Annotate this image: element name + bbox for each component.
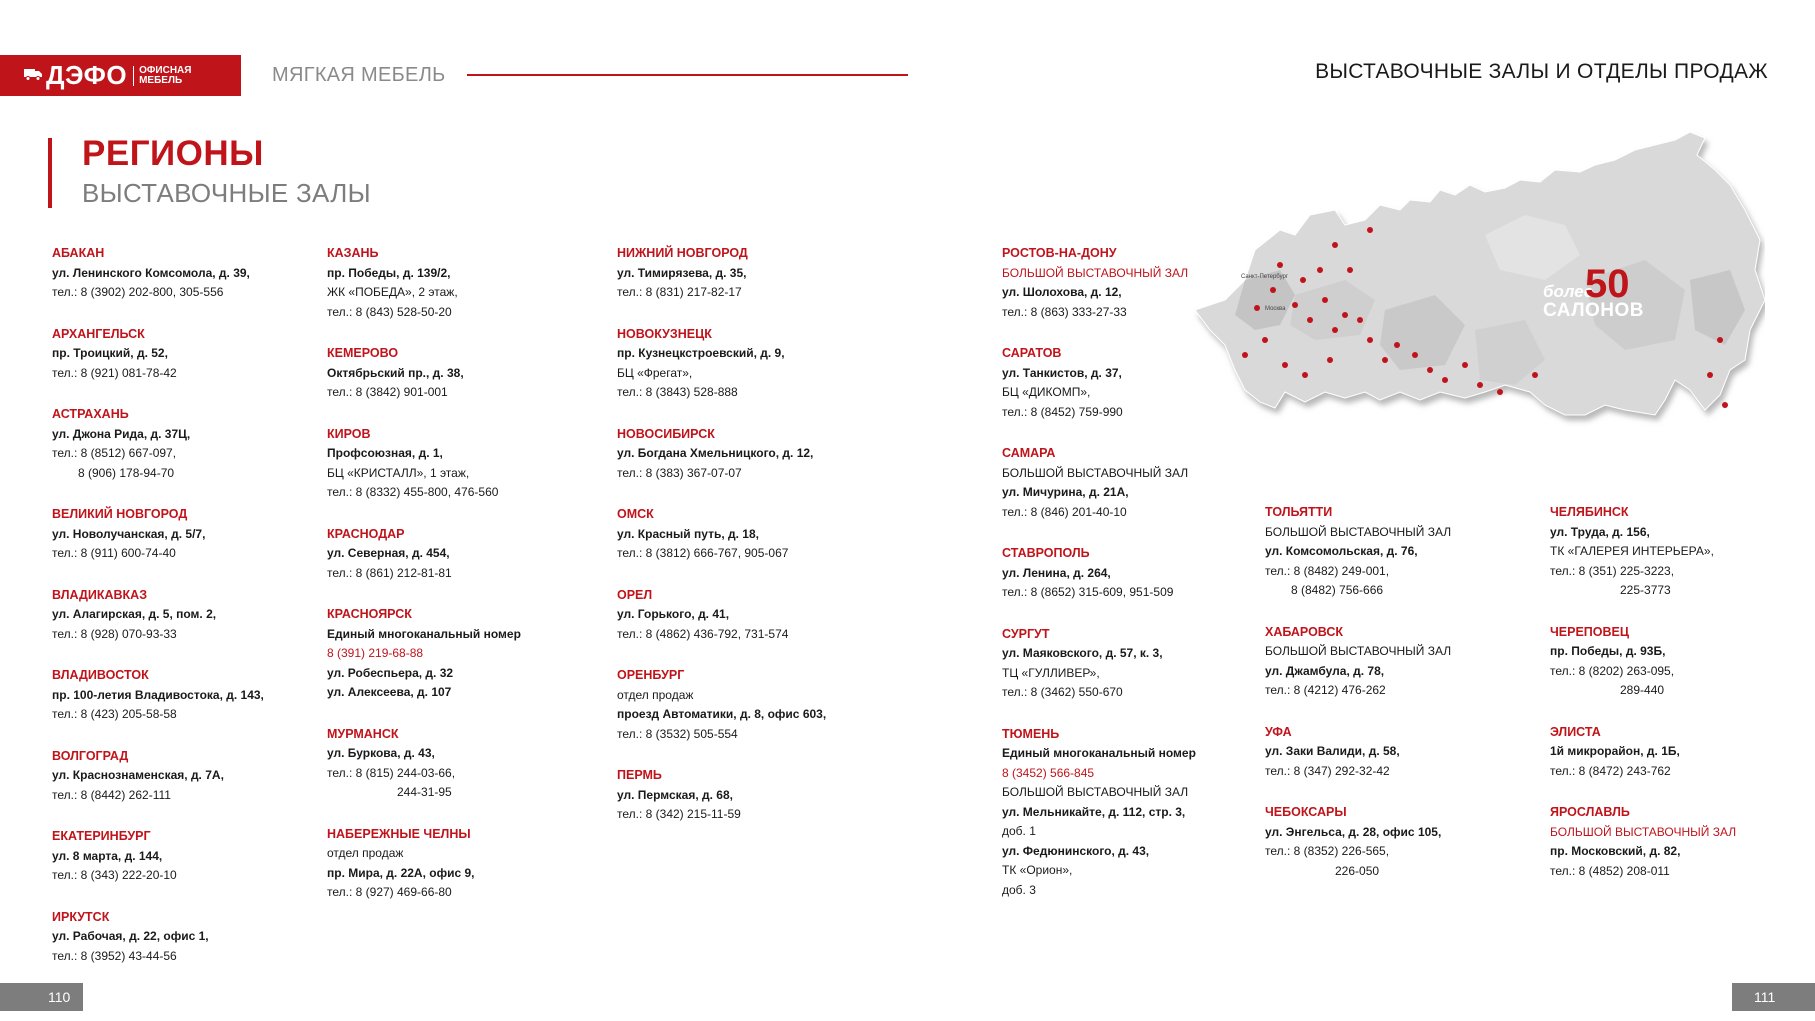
- city-name: СУРГУТ: [1002, 626, 1050, 641]
- map-label-moscow: Москва: [1265, 306, 1286, 312]
- highlight-line: 8 (3452) 566-845: [1002, 765, 1095, 780]
- info-line: тел.: 8 (8352) 226-565,: [1265, 844, 1390, 858]
- section-name: МЯГКАЯ МЕБЕЛЬ: [272, 64, 446, 86]
- info-line: 289-440: [1620, 683, 1665, 697]
- address-line: ул. Ленинского Комсомола, д. 39,: [52, 265, 250, 280]
- address-line: ул. Мичурина, д. 21А,: [1002, 485, 1129, 499]
- city-name: КИРОВ: [327, 426, 371, 441]
- city-entry: [1002, 725, 1302, 901]
- info-line: БОЛЬШОЙ ВЫСТАВОЧНЫЙ ЗАЛ: [1265, 644, 1452, 658]
- city-entry: [1265, 623, 1565, 701]
- city-entry: [327, 425, 627, 503]
- city-entry: [1265, 803, 1565, 881]
- logo-subtext: [133, 66, 191, 86]
- truck-icon: [24, 67, 42, 81]
- info-line: тел.: 8 (921) 081-78-42: [52, 365, 177, 380]
- city-name: ПЕРМЬ: [617, 768, 662, 782]
- city-entry: [617, 766, 917, 825]
- info-line: ЖК «ПОБЕДА», 2 этаж,: [327, 285, 458, 299]
- info-line: тел.: 8 (4212) 476-262: [1265, 683, 1386, 697]
- info-line: тел.: 8 (351) 225-3223,: [1550, 563, 1675, 578]
- city-entry: [52, 666, 352, 725]
- page-subtitle: ВЫСТАВОЧНЫЕ ЗАЛЫ: [82, 178, 371, 208]
- info-line: тел.: 8 (928) 070-93-33: [52, 626, 177, 641]
- highlight-line: БОЛЬШОЙ ВЫСТАВОЧНЫЙ ЗАЛ: [1550, 824, 1737, 839]
- address-line: ул. Федюнинского, д. 43,: [1002, 843, 1150, 858]
- city-column-6: [1550, 503, 1815, 903]
- city-name: ОРЕНБУРГ: [617, 668, 685, 682]
- city-name: НОВОСИБИРСК: [617, 426, 715, 441]
- city-name: ЧЕБОКСАРЫ: [1265, 805, 1347, 819]
- info-line: тел.: 8 (3532) 505-554: [617, 726, 738, 741]
- info-line: тел.: 8 (8652) 315-609, 951-509: [1002, 585, 1174, 599]
- info-line: тел.: 8 (3902) 202-800, 305-556: [52, 285, 224, 299]
- address-line: ул. 8 марта, д. 144,: [52, 848, 163, 863]
- city-entry: [1002, 544, 1302, 603]
- city-name: ОМСК: [617, 507, 654, 521]
- address-line: Октябрьский пр., д. 38,: [327, 365, 464, 380]
- info-line: тел.: 8 (831) 217-82-17: [617, 285, 742, 299]
- city-entry: [1550, 503, 1815, 601]
- city-entry: [617, 505, 917, 564]
- city-entry: [327, 825, 627, 903]
- info-line: тел.: 8 (8332) 455-800, 476-560: [327, 485, 499, 499]
- city-name: АСТРАХАНЬ: [52, 407, 129, 421]
- city-name: НОВОКУЗНЕЦК: [617, 326, 712, 341]
- address-line: ул. Пермская, д. 68,: [617, 787, 733, 802]
- info-line: БОЛЬШОЙ ВЫСТАВОЧНЫЙ ЗАЛ: [1002, 465, 1189, 480]
- address-line: ул. Буркова, д. 43,: [327, 746, 435, 760]
- page-number-left: 110: [0, 983, 83, 1011]
- address-line: 1й микрорайон, д. 1Б,: [1550, 744, 1680, 758]
- info-line: тел.: 8 (3462) 550-670: [1002, 685, 1123, 699]
- badge-number: 50: [1585, 262, 1630, 306]
- info-line: 226-050: [1335, 863, 1380, 878]
- brand-logo: [0, 55, 241, 96]
- info-line: отдел продаж: [327, 846, 404, 860]
- info-line: 8 (8482) 756-666: [1291, 583, 1384, 597]
- address-line: ул. Шолохова, д. 12,: [1002, 285, 1122, 299]
- header-divider: [467, 74, 908, 76]
- city-name: САМАРА: [1002, 446, 1056, 460]
- address-line: ул. Робеспьера, д. 32: [327, 665, 454, 680]
- info-line: ТК «ГАЛЕРЕЯ ИНТЕРЬЕРА»,: [1550, 544, 1714, 558]
- address-line: ул. Энгельса, д. 28, офис 105,: [1265, 824, 1442, 839]
- city-entry: [327, 605, 627, 703]
- info-line: доб. 3: [1002, 882, 1036, 897]
- city-entry: [1550, 623, 1815, 701]
- city-name: КРАСНОДАР: [327, 526, 405, 541]
- info-line: тел.: 8 (846) 201-40-10: [1002, 504, 1127, 519]
- info-line: тел.: 8 (8442) 262-111: [52, 787, 171, 802]
- info-line: тел.: 8 (343) 222-20-10: [52, 868, 177, 882]
- city-entry: [1550, 803, 1815, 881]
- city-name: ВЕЛИКИЙ НОВГОРОД: [52, 507, 188, 521]
- info-line: БОЛЬШОЙ ВЫСТАВОЧНЫЙ ЗАЛ: [1265, 524, 1452, 539]
- city-entry: [1002, 625, 1302, 703]
- address-line: ул. Красный путь, д. 18,: [617, 526, 759, 541]
- city-name: НИЖНИЙ НОВГОРОД: [617, 246, 748, 260]
- city-entry: [327, 344, 627, 403]
- info-line: 225-3773: [1620, 583, 1671, 597]
- city-name: УФА: [1265, 724, 1292, 739]
- address-line: пр. 100-летия Владивостока, д. 143,: [52, 687, 264, 702]
- badge-prefix: более: [1543, 282, 1594, 301]
- page-heading: ВЫСТАВОЧНЫЕ ЗАЛЫ И ОТДЕЛЫ ПРОДАЖ: [1315, 60, 1768, 83]
- city-name: ИРКУТСК: [52, 909, 110, 924]
- page-number-right: 111: [1732, 983, 1815, 1011]
- city-entry: [52, 747, 352, 806]
- city-name: ВЛАДИКАВКАЗ: [52, 587, 148, 602]
- info-line: ТЦ «ГУЛЛИВЕР»,: [1002, 665, 1100, 680]
- city-entry: [52, 405, 352, 483]
- city-entry: [1550, 723, 1815, 782]
- address-line: проезд Автоматики, д. 8, офис 603,: [617, 707, 827, 721]
- info-line: тел.: 8 (4852) 208-011: [1550, 863, 1670, 878]
- city-entry: [52, 908, 352, 967]
- info-line: тел.: 8 (3843) 528-888: [617, 385, 738, 399]
- info-line: БОЛЬШОЙ ВЫСТАВОЧНЫЙ ЗАЛ: [1002, 785, 1189, 799]
- city-name: ТЮМЕНЬ: [1002, 726, 1060, 741]
- city-name: ЧЕРЕПОВЕЦ: [1550, 624, 1629, 639]
- city-entry: [617, 586, 917, 645]
- address-line: пр. Кузнецкстроевский, д. 9,: [617, 346, 785, 360]
- logo-sub-line-1: ОФИСНАЯ: [139, 64, 192, 76]
- city-entry: [327, 244, 627, 322]
- map-label-spb: Санкт-Петербург: [1241, 274, 1289, 280]
- city-name: КАЗАНЬ: [327, 246, 379, 260]
- address-line: ул. Богдана Хмельницкого, д. 12,: [617, 446, 814, 460]
- city-name: САРАТОВ: [1002, 346, 1062, 360]
- info-line: тел.: 8 (423) 205-58-58: [52, 707, 177, 721]
- info-line: БЦ «ДИКОМП»,: [1002, 385, 1091, 399]
- address-line: ул. Северная, д. 454,: [327, 546, 450, 560]
- address-line: ул. Труда, д. 156,: [1550, 524, 1650, 539]
- address-line: ул. Новолучанская, д. 5/7,: [52, 526, 206, 541]
- city-entry: [1265, 503, 1565, 601]
- address-line: пр. Мира, д. 22А, офис 9,: [327, 865, 475, 880]
- address-line: Единый многоканальный номер: [327, 626, 521, 641]
- city-entry: [52, 827, 352, 886]
- info-line: тел.: 8 (863) 333-27-33: [1002, 304, 1127, 319]
- info-line: тел.: 8 (815) 244-03-66,: [327, 765, 456, 780]
- badge-suffix: САЛОНОВ: [1543, 300, 1645, 321]
- logo-brand-text: ДЭФО: [46, 60, 128, 90]
- city-name: ЯРОСЛАВЛЬ: [1550, 805, 1630, 819]
- city-name: ЕКАТЕРИНБУРГ: [52, 829, 151, 843]
- city-name: КЕМЕРОВО: [327, 346, 399, 360]
- info-line: тел.: 8 (3812) 666-767, 905-067: [617, 546, 789, 560]
- city-name: ЧЕЛЯБИНСК: [1550, 505, 1629, 519]
- city-name: НАБЕРЕЖНЫЕ ЧЕЛНЫ: [327, 826, 471, 841]
- city-name: МУРМАНСК: [327, 726, 399, 741]
- info-line: тел.: 8 (8482) 249-001,: [1265, 563, 1390, 578]
- address-line: ул. Тимирязева, д. 35,: [617, 265, 747, 280]
- info-line: тел.: 8 (8512) 667-097,: [52, 446, 177, 460]
- city-column-2: [327, 244, 627, 925]
- info-line: тел.: 8 (843) 528-50-20: [327, 304, 452, 319]
- city-entry: [327, 525, 627, 584]
- city-entry: [52, 586, 352, 645]
- info-line: тел.: 8 (347) 292-32-42: [1265, 763, 1390, 778]
- info-line: тел.: 8 (383) 367-07-07: [617, 465, 742, 480]
- logo-sub-line-2: МЕБЕЛЬ: [139, 74, 183, 86]
- city-name: ОРЕЛ: [617, 587, 653, 602]
- address-line: ул. Мельникайте, д. 112, стр. 3,: [1002, 804, 1186, 819]
- info-line: БЦ «КРИСТАЛЛ», 1 этаж,: [327, 465, 470, 480]
- info-line: тел.: 8 (4862) 436-792, 731-574: [617, 626, 789, 641]
- title-accent-bar: [48, 138, 52, 208]
- address-line: пр. Троицкий, д. 52,: [52, 346, 168, 360]
- city-name: ВОЛГОГРАД: [52, 748, 129, 763]
- address-line: пр. Московский, д. 82,: [1550, 844, 1681, 858]
- city-name: АРХАНГЕЛЬСК: [52, 326, 145, 341]
- address-line: ул. Краснознаменская, д. 7А,: [52, 768, 224, 782]
- address-line: пр. Победы, д. 139/2,: [327, 265, 451, 280]
- city-name: ХАБАРОВСК: [1265, 624, 1344, 639]
- highlight-line: БОЛЬШОЙ ВЫСТАВОЧНЫЙ ЗАЛ: [1002, 265, 1189, 280]
- info-line: тел.: 8 (861) 212-81-81: [327, 565, 452, 580]
- address-line: ул. Джамбула, д. 78,: [1265, 663, 1385, 678]
- info-line: 244-31-95: [397, 785, 452, 799]
- address-line: ул. Комсомольская, д. 76,: [1265, 544, 1418, 558]
- info-line: тел.: 8 (3842) 901-001: [327, 385, 448, 399]
- city-entry: [327, 725, 627, 803]
- address-line: ул. Танкистов, д. 37,: [1002, 365, 1122, 380]
- city-column-1: [52, 244, 352, 988]
- city-entry: [1265, 723, 1565, 782]
- address-line: ул. Ленина, д. 264,: [1002, 565, 1111, 580]
- info-line: тел.: 8 (8202) 263-095,: [1550, 663, 1675, 678]
- info-line: 8 (906) 178-94-70: [78, 465, 175, 480]
- address-line: ул. Алагирская, д. 5, пом. 2,: [52, 607, 217, 621]
- address-line: Профсоюзная, д. 1,: [327, 446, 443, 460]
- info-line: БЦ «Фрегат»,: [617, 365, 693, 380]
- address-line: ул. Рабочая, д. 22, офис 1,: [52, 929, 209, 943]
- info-line: тел.: 8 (3952) 43-44-56: [52, 948, 177, 963]
- city-name: КРАСНОЯРСК: [327, 607, 412, 621]
- highlight-line: 8 (391) 219-68-88: [327, 646, 424, 660]
- info-line: тел.: 8 (342) 215-11-59: [617, 807, 741, 821]
- city-entry: [617, 244, 917, 303]
- city-name: ВЛАДИВОСТОК: [52, 668, 149, 682]
- address-line: ул. Заки Валиди, д. 58,: [1265, 744, 1400, 758]
- address-line: ул. Маяковского, д. 57, к. 3,: [1002, 646, 1163, 660]
- info-line: ТК «Орион»,: [1002, 863, 1073, 877]
- address-line: пр. Победы, д. 93Б,: [1550, 644, 1666, 658]
- info-line: тел.: 8 (8472) 243-762: [1550, 763, 1671, 778]
- city-name: РОСТОВ-НА-ДОНУ: [1002, 246, 1117, 260]
- city-entry: [52, 244, 352, 303]
- info-line: тел.: 8 (8452) 759-990: [1002, 404, 1123, 419]
- address-line: Единый многоканальный номер: [1002, 746, 1196, 760]
- info-line: доб. 1: [1002, 824, 1036, 838]
- city-entry: [617, 666, 917, 744]
- russia-map: [1185, 130, 1765, 460]
- city-entry: [617, 325, 917, 403]
- address-line: ул. Джона Рида, д. 37Ц,: [52, 426, 191, 441]
- city-name: ЭЛИСТА: [1550, 724, 1601, 739]
- city-name: СТАВРОПОЛЬ: [1002, 546, 1090, 560]
- address-line: ул. Алексеева, д. 107: [327, 685, 452, 699]
- city-entry: [52, 325, 352, 384]
- city-name: ТОЛЬЯТТИ: [1265, 505, 1333, 519]
- city-entry: [52, 505, 352, 564]
- city-column-5: [1265, 503, 1565, 903]
- info-line: тел.: 8 (911) 600-74-40: [52, 546, 176, 560]
- page-title: РЕГИОНЫ: [82, 134, 264, 173]
- info-line: отдел продаж: [617, 687, 694, 702]
- address-line: ул. Горького, д. 41,: [617, 607, 730, 621]
- city-column-3: [617, 244, 917, 847]
- city-name: АБАКАН: [52, 246, 105, 260]
- city-entry: [617, 425, 917, 484]
- info-line: тел.: 8 (927) 469-66-80: [327, 885, 452, 899]
